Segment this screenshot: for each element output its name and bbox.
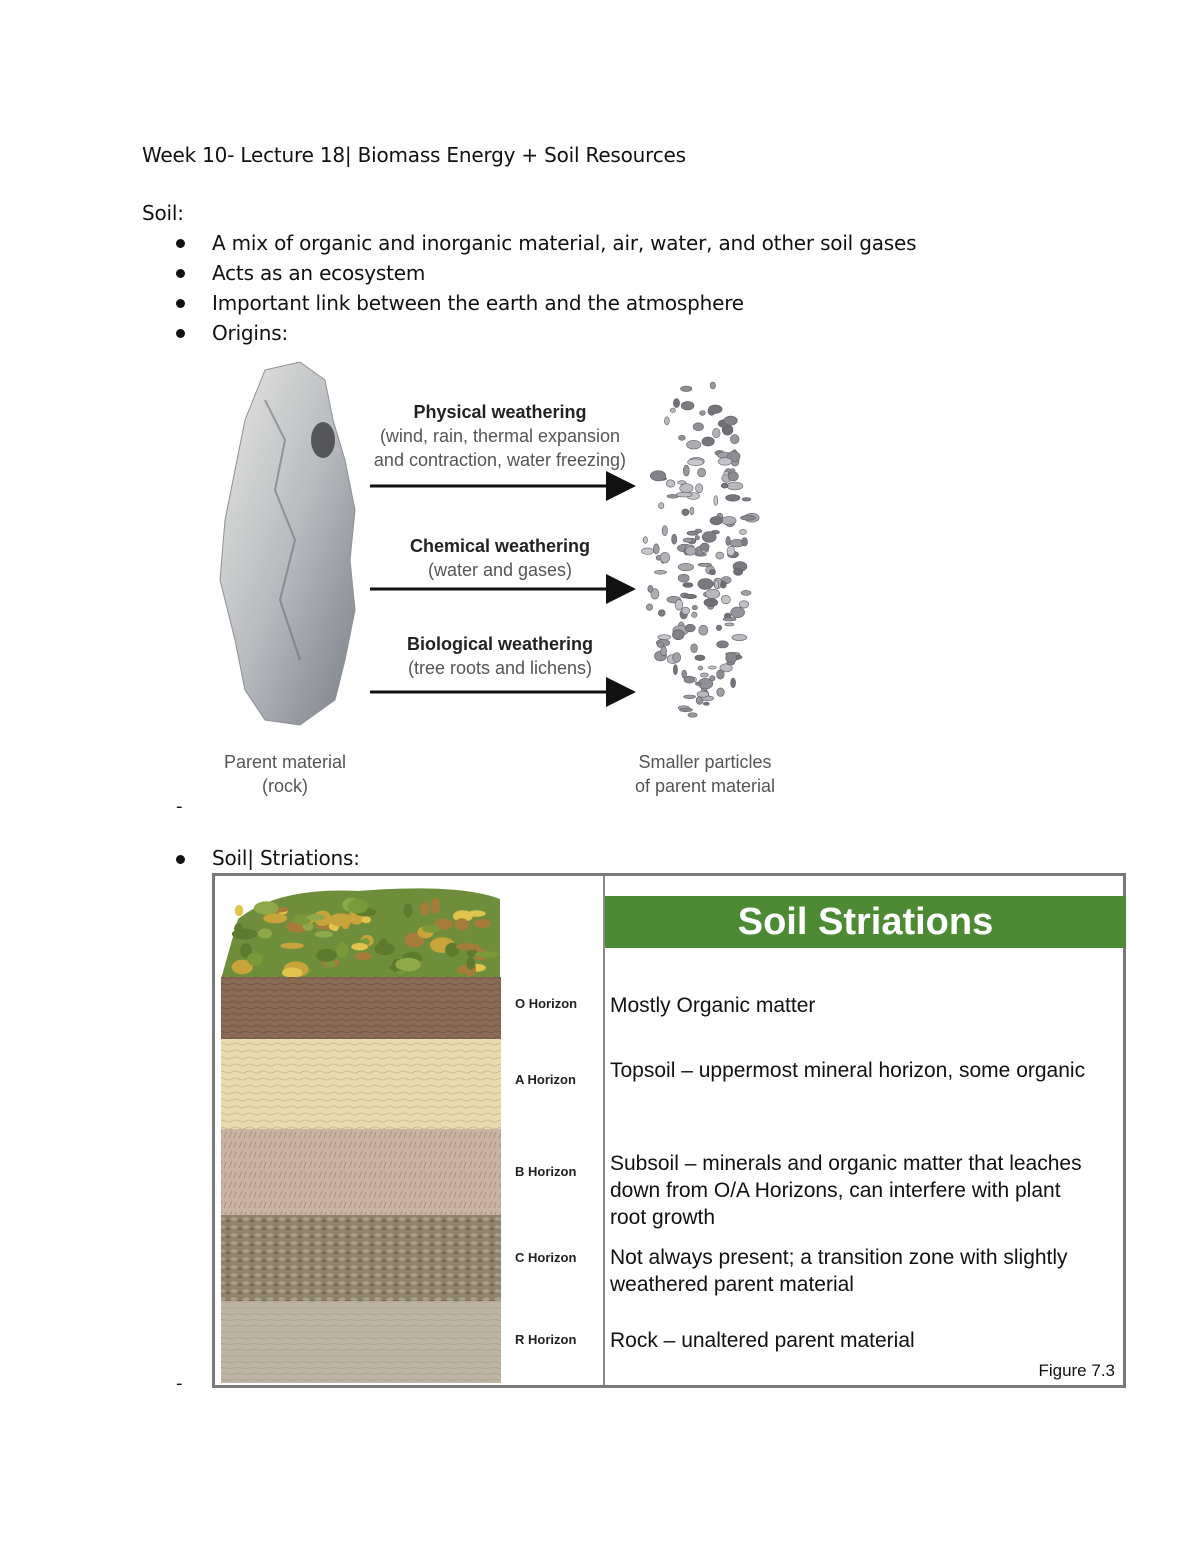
bullet-dot-icon (176, 239, 185, 248)
rock-particle (706, 589, 720, 598)
leaf (355, 952, 372, 960)
rock-particle (709, 569, 715, 574)
rock-particle (726, 495, 740, 502)
rock-particle (684, 695, 696, 699)
leaf (263, 914, 287, 924)
horizon-description: Subsoil – minerals and organic matter that leaches down from O/A Horizons, can interfere with plant root growth (610, 1152, 1082, 1229)
rock-particle (710, 516, 723, 524)
dash-marker: - (176, 796, 183, 817)
rock-particle (683, 583, 693, 588)
rock-particle (673, 665, 677, 675)
rock-particle (661, 646, 667, 655)
rock-particle (731, 607, 745, 618)
figure-number: Figure 7.3 (1038, 1361, 1115, 1380)
rock-particle (698, 468, 706, 477)
leaf (475, 951, 500, 957)
rock-particle (721, 483, 728, 488)
rock-particle (685, 624, 695, 632)
rock-particle (693, 423, 703, 431)
biological-weathering-label: Biological weathering (tree roots and lichens) (406, 634, 594, 678)
leaf (316, 949, 337, 962)
rock-particle (740, 529, 747, 534)
rock-particle (717, 688, 725, 697)
leaf (395, 958, 420, 972)
rock-particle (658, 635, 671, 640)
rock-particle (730, 435, 739, 444)
leaf (474, 919, 491, 928)
rock-particle (660, 552, 670, 563)
horizon-label: A Horizon (515, 1072, 576, 1087)
rock-particle (691, 644, 698, 653)
rock-particle (724, 416, 738, 425)
rock-particle (702, 437, 714, 446)
leaf (466, 957, 475, 969)
rock-particle (680, 708, 693, 712)
rock-particle (717, 641, 729, 648)
leaf (247, 953, 263, 966)
leaf (455, 918, 469, 930)
leaf (315, 931, 333, 938)
rock-particle (692, 612, 698, 617)
rock-particle (742, 538, 748, 546)
rock-particles (642, 382, 760, 717)
leaf (282, 968, 303, 978)
rock-particle (724, 471, 729, 475)
rock-particle (654, 570, 666, 574)
leaf (329, 913, 353, 926)
rock-particle (722, 516, 737, 524)
leaf (403, 904, 412, 917)
bullet-text: Important link between the earth and the atmosphere (212, 291, 744, 315)
rock-particle (646, 604, 652, 610)
rock-particle (714, 496, 718, 506)
rock-particle (721, 595, 730, 603)
leaf (234, 923, 243, 934)
rock-particle (676, 492, 692, 497)
leaf (421, 902, 430, 916)
rock-particle (727, 482, 743, 490)
rock-particle (716, 552, 724, 559)
rock-particle (678, 574, 689, 582)
rock-particle (695, 655, 705, 661)
bullet-text: A mix of organic and inorganic material, air, water, and other soil gases (212, 231, 917, 255)
rock-particle (727, 546, 735, 556)
rock-particle (739, 601, 748, 608)
weathering-figure (205, 360, 805, 810)
leaf (361, 916, 371, 923)
rock-particle (672, 630, 684, 640)
rock-particle (713, 428, 721, 437)
soil-heading: Soil: (142, 201, 184, 225)
rock-particle (695, 682, 701, 685)
rock-particle (715, 580, 719, 589)
rock-particle (695, 536, 699, 540)
leaf (445, 943, 459, 957)
rock-particle (683, 465, 689, 476)
rock-particle (721, 581, 727, 588)
rock-particle (699, 625, 708, 635)
rock-particle (741, 590, 751, 595)
rock-particle (688, 713, 697, 717)
rock-particle (710, 676, 715, 681)
soil-striations-figure (212, 873, 1126, 1388)
rock-particle (731, 678, 736, 688)
rock-particle (673, 653, 681, 663)
rock-particle (672, 534, 677, 544)
rock-particle (682, 509, 689, 516)
soil-striations-banner: Soil Striations (605, 896, 1126, 948)
leaf (235, 905, 244, 916)
striations-label: Soil| Striations: (212, 846, 360, 870)
rock-particle (683, 538, 693, 542)
rock-particle (700, 543, 709, 550)
rock-particle (687, 531, 698, 535)
rock-particle (698, 666, 703, 670)
horizon-description: Topsoil – uppermost mineral horizon, some organic (610, 1059, 1086, 1082)
smaller-particles-caption: Smaller particles of parent material (634, 752, 776, 796)
leaf (307, 914, 325, 921)
rock-particle (673, 399, 679, 408)
rock-particle (718, 458, 732, 466)
dash-marker: - (176, 1373, 183, 1394)
rock-particle (681, 386, 692, 392)
page-title: Week 10- Lecture 18| Biomass Energy + Soil Resources (142, 143, 686, 167)
rock-particle (664, 417, 669, 425)
horizon-label: B Horizon (515, 1164, 577, 1179)
bullet-dot-icon (176, 299, 185, 308)
rock-particle (728, 472, 738, 481)
rock-particle (723, 617, 736, 621)
rock-particle (698, 579, 713, 590)
parent-rock-shape (220, 362, 355, 725)
rock-particle (710, 382, 715, 389)
rock-particle (685, 547, 696, 556)
bullet-text: Acts as an ecosystem (212, 261, 426, 285)
rock-particle (681, 401, 694, 410)
horizon-label: C Horizon (515, 1250, 577, 1265)
rock-particle (662, 526, 667, 536)
rock-particle (692, 605, 697, 609)
rock-particle (680, 484, 693, 493)
rock-particle (658, 610, 665, 617)
bullet-text: Origins: (212, 321, 289, 345)
physical-weathering-label: Physical weathering (wind, rain, thermal expansion and contraction, water freezing) (373, 402, 627, 470)
parent-material-caption: Parent material (rock) (223, 752, 347, 796)
rock-particle (696, 484, 703, 493)
rock-particle (688, 459, 704, 466)
rock-particle (678, 563, 694, 570)
rock-particle (726, 536, 731, 545)
leaf (347, 899, 368, 914)
rock-particle (700, 673, 708, 677)
bullet-dot-icon (176, 855, 185, 864)
rock-particle (709, 405, 723, 414)
leaf (431, 898, 440, 913)
horizon-description: Not always present; a transition zone with slightly weathered parent material (610, 1246, 1068, 1296)
rock-particle (698, 563, 711, 566)
rock-particle (666, 480, 675, 487)
rock-particle (725, 623, 734, 626)
rock-particle (670, 408, 675, 413)
rock-particle (732, 634, 747, 640)
rock-particle (703, 702, 709, 705)
rock-particle (716, 625, 721, 631)
rock-particle (708, 666, 716, 669)
horizon-label: O Horizon (515, 996, 578, 1011)
leaf (374, 943, 395, 956)
leaf (468, 910, 486, 917)
rock-particle (684, 594, 696, 598)
rock-particle (687, 440, 701, 449)
rock-particle (717, 670, 725, 679)
horizon-description: Rock – unaltered parent material (610, 1329, 915, 1352)
rock-particle (704, 598, 718, 606)
rock-particle (690, 507, 694, 515)
leaf (281, 943, 304, 949)
rock-particle (740, 515, 755, 520)
bullet-dot-icon (176, 329, 185, 338)
leaf (336, 943, 348, 958)
chemical-weathering-label: Chemical weathering (water and gases) (409, 536, 591, 580)
rock-particle (653, 544, 659, 554)
rock-particle (659, 503, 664, 509)
horizon-description: Mostly Organic matter (610, 994, 816, 1017)
rock-particle (684, 676, 695, 683)
rock-particle (675, 600, 683, 610)
leaf (456, 943, 480, 950)
figure-divider (603, 876, 605, 1385)
rock-particle (700, 411, 706, 416)
rock-particle (702, 532, 716, 543)
rock-particle (679, 435, 686, 440)
rock-particle (733, 568, 742, 575)
leaf (258, 929, 272, 939)
soil-profile-illustration (218, 879, 508, 1389)
horizon-label: R Horizon (515, 1332, 577, 1347)
bullet-dot-icon (176, 269, 185, 278)
rock-particle (742, 498, 751, 502)
leaf (422, 925, 440, 933)
leaf (254, 901, 279, 914)
rock-particle (648, 585, 653, 592)
rock-particle (726, 662, 734, 665)
rock-particle (697, 691, 709, 697)
leaf (351, 943, 368, 951)
rock-particle (650, 471, 666, 481)
rock-particle (682, 607, 690, 614)
